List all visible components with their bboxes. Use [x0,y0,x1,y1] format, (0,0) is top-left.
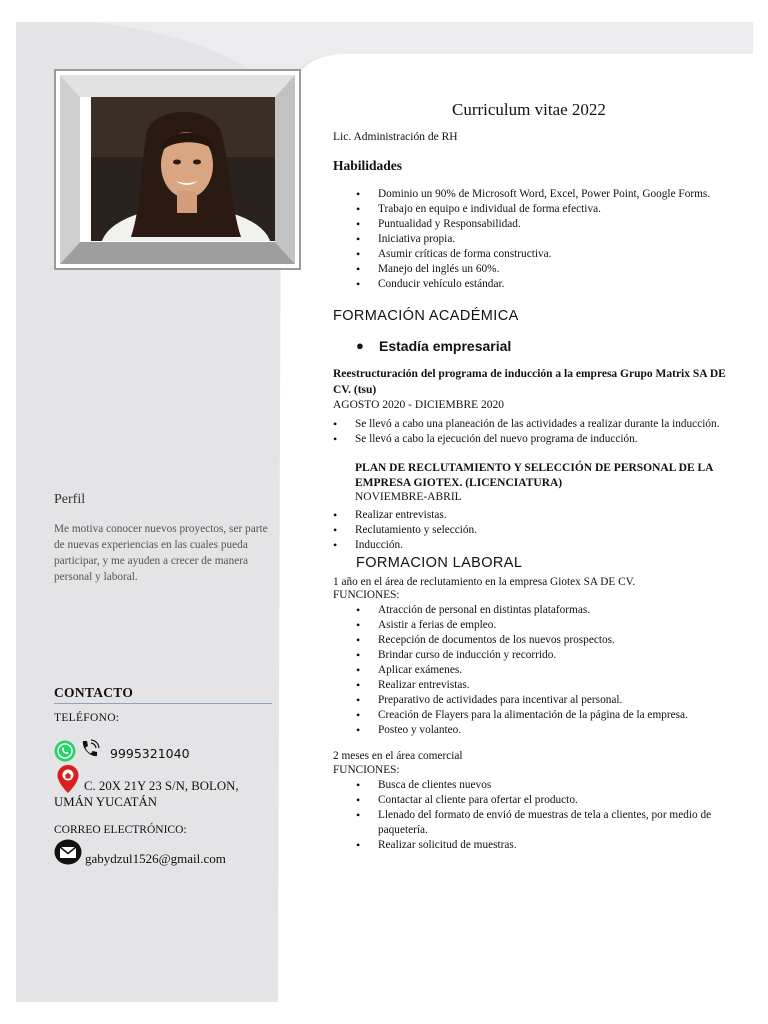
list-item: • Busca de clientes nuevos [378,778,723,793]
list-item: • Brindar curso de inducción y recorrido. [378,648,738,663]
project-title: Reestructuración del programa de inducción a la empresa Grupo Matrix SA DE CV. (tsu) [333,368,726,396]
list-item: • Realizar entrevistas. [378,678,738,693]
profile-text: Me motiva conocer nuevos proyectos, ser parte de nuevas experiencias en las cuales pueda participar, y me ayuden a crecer de manera personal y laboral. [54,523,268,583]
job1-items [378,603,738,738]
internship-heading-text: Estadía empresarial [379,338,512,354]
plan-items [355,508,725,553]
list-item: • Llenado del formato de envió de muestras de tela a clientes, por medio de paquetería. [378,808,723,838]
cv-title: Curriculum vitae 2022 [452,100,606,119]
plan-dates: NOVIEMBRE-ABRIL [355,491,462,503]
list-item: • Se llevó a cabo la ejecución del nuevo programa de inducción. [355,432,725,447]
list-item: • Dominio un 90% de Microsoft Word, Excel, Power Point, Google Forms. [378,187,738,202]
list-item: • Asumir críticas de forma constructiva. [378,247,738,262]
bullet-icon: ● [356,338,364,353]
job2-description: 2 meses en el área comercial [333,750,463,762]
profile-heading: Perfil [54,492,86,507]
list-item: • Conducir vehículo estándar. [378,277,738,292]
address-value [54,778,274,810]
list-item: • Asistir a ferias de empleo. [378,618,738,633]
list-item: • Preparativo de actividades para incentivar al personal. [378,693,738,708]
skills-list [378,187,738,292]
list-item: • Iniciativa propia. [378,232,738,247]
job1-functions-label: FUNCIONES: [333,589,400,601]
education-heading: FORMACIÓN ACADÉMICA [333,308,519,324]
list-item: • Posteo y volanteo. [378,723,738,738]
phone-label: TELÉFONO: [54,712,120,724]
profile-photo [91,97,275,241]
list-item: • Realizar solicitud de muestras. [378,838,723,853]
contact-divider [54,703,272,704]
email-label: CORREO ELECTRÓNICO: [54,824,187,836]
whatsapp-icon [54,740,76,762]
list-item: • Aplicar exámenes. [378,663,738,678]
list-item: • Contactar al cliente para ofertar el producto. [378,793,723,808]
list-item: • Inducción. [355,538,725,553]
plan-title: PLAN DE RECLUTAMIENTO Y SELECCIÓN DE PERSONAL DE LA EMPRESA GIOTEX. (LICENCIATURA) [355,462,713,489]
list-item: • Trabajo en equipo e individual de forma efectiva. [378,202,738,217]
address-text: C. 20X 21Y 23 S/N, BOLON, UMÁN YUCATÁN [54,779,239,809]
phone-value: 9995321040 [110,746,190,761]
list-item: • Creación de Flayers para la alimentación de la página de la empresa. [378,708,738,723]
skills-heading: Habilidades [333,158,403,173]
job2-items [378,778,723,853]
job1-description: 1 año en el área de reclutamiento en la empresa Giotex SA DE CV. [333,576,636,588]
list-item: • Se llevó a cabo una planeación de las actividades a realizar durante la inducción. [355,417,725,432]
work-heading: FORMACION LABORAL [356,555,523,571]
project-dates: AGOSTO 2020 - DICIEMBRE 2020 [333,399,505,411]
list-item: • Puntualidad y Responsabilidad. [378,217,738,232]
job2-functions-label: FUNCIONES: [333,764,400,776]
list-item: • Manejo del inglés un 60%. [378,262,738,277]
list-item: • Reclutamiento y selección. [355,523,725,538]
phone-icon [80,739,100,761]
degree: Lic. Administración de RH [333,131,458,143]
contact-heading: CONTACTO [54,685,134,700]
email-icon [54,839,82,865]
project-items [355,417,725,447]
email-value: gabydzul1526@gmail.com [85,851,226,866]
list-item: • Atracción de personal en distintas plataformas. [378,603,738,618]
list-item: • Realizar entrevistas. [355,508,725,523]
list-item: • Recepción de documentos de los nuevos prospectos. [378,633,738,648]
